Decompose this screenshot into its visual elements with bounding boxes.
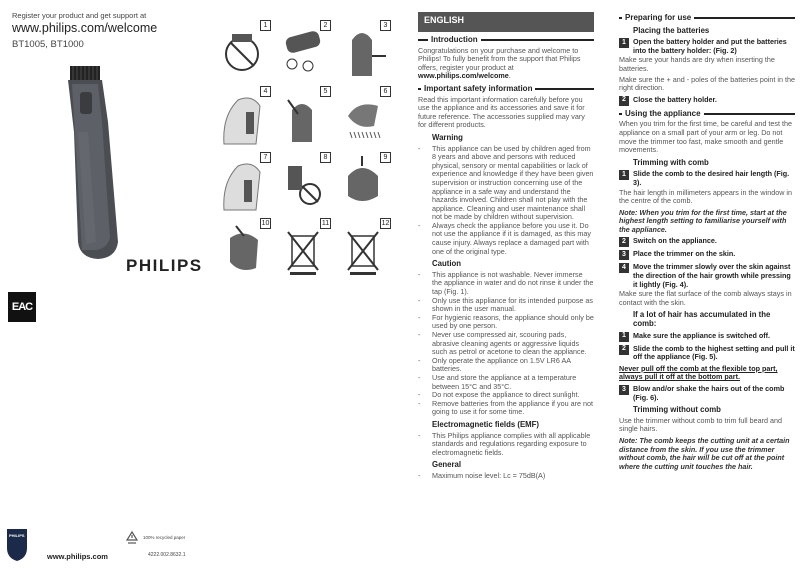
figure-5 xyxy=(278,86,332,148)
recycle-icon xyxy=(123,530,141,548)
caution-list xyxy=(418,271,594,417)
paragraph: Use the trimmer without comb to trim full beard and single hairs. xyxy=(619,415,782,434)
figure-number: 5 xyxy=(320,86,331,97)
general-heading: General xyxy=(432,460,462,470)
step-item: 4 Move the trimmer slowly over the skin against the direction of the hair growth while pressing it lightly (Fig. 4). xyxy=(619,263,795,289)
figure-number: 10 xyxy=(261,220,270,227)
register-text: Register your product and get support at xyxy=(12,11,147,20)
emf-heading: Electromagnetic fields (EMF) xyxy=(432,419,540,429)
step-item: 2 Close the battery holder. xyxy=(619,96,795,106)
note-text: Note: When you trim for the first time, start at the highest length setting to familiarise yourself with the appliance. xyxy=(619,207,787,234)
figure-9 xyxy=(338,152,392,214)
list-item: - Use and store the appliance at a temperature between 15°C and 35°C. xyxy=(418,372,577,391)
prep-heading: Preparing for use xyxy=(619,14,795,23)
figure-4 xyxy=(218,86,272,148)
figure-6 xyxy=(338,86,392,148)
warning-list xyxy=(418,145,594,257)
list-item: - This Philips appliance complies with all applicable standards and regulations regarding exposure to electromagnetic fields. xyxy=(418,430,591,457)
figure-12 xyxy=(338,218,392,280)
figure-number: 3 xyxy=(380,20,391,31)
figure-number: 2 xyxy=(320,20,331,31)
placing-heading: Placing the batteries xyxy=(633,25,710,35)
shield-label: PHILIPS xyxy=(9,533,25,538)
list-item: - Remove batteries from the appliance if you are not going to use it for some time. xyxy=(418,398,594,417)
list-item: - Always check the appliance before you use it. Do not use the appliance if it is damaged, as this may cause injury. Always replace a damaged part with one of the original type. xyxy=(418,220,592,256)
list-item: - Never use compressed air, scouring pads, abrasive cleaning agents or aggressive liquids such as petrol or acetone to clean the appliance. xyxy=(418,330,587,357)
list-item: - Only operate the appliance on 1.5V LR6 AA batteries. xyxy=(418,355,571,374)
step-item: 1 Open the battery holder and put the batteries into the battery holder: (Fig. 2) xyxy=(619,38,795,55)
accum-heading: If a lot of hair has accumulated in the comb: xyxy=(633,310,771,329)
step-item: 1 Slide the comb to the desired hair length (Fig. 3). xyxy=(619,170,795,187)
list-item: - This appliance can be used by children aged from 8 years and above and persons with reduced physical, sensory or mental capabilities or lack of experience and knowledge if they have been given supervision or instruction concerning use of the appliance in a safe way and understand the hazards involved. Children shall not play with the appliance. Cleaning and user maintenance shall not be made by children without supervision. xyxy=(418,143,594,222)
figure-number: 8 xyxy=(320,152,331,163)
step-item: 1 Make sure the appliance is switched off. xyxy=(619,332,795,342)
figure-3 xyxy=(338,20,392,82)
note-text: Note: The comb keeps the cutting unit at a certain distance from the skin. If you use the trimmer without comb, the hair will be cut off at the point where the cutting unit touches the hair. xyxy=(619,435,790,471)
step-item: 3 Blow and/or shake the hairs out of the comb (Fig. 6). xyxy=(619,385,795,402)
list-item: - This appliance is not washable. Never immerse the appliance in water and do not rinse it under the tap (Fig. 1). xyxy=(418,269,594,297)
list-item: - Only use this appliance for its intended purpose as shown in the user manual. xyxy=(418,295,594,314)
figure-10 xyxy=(218,218,272,280)
figure-number: 9 xyxy=(380,152,391,163)
step-item: 2 Slide the comb to the highest setting and pull it off the appliance (Fig. 5). xyxy=(619,345,795,362)
figure-number: 11 xyxy=(321,220,330,227)
language-header: ENGLISH xyxy=(418,12,594,32)
figure-11 xyxy=(278,218,332,280)
eac-mark: EAC xyxy=(8,292,36,322)
warning-heading: Warning xyxy=(432,132,463,142)
document-code: 4222.002.8632.1 xyxy=(148,552,186,558)
trim-without-heading: Trimming without comb xyxy=(633,405,721,415)
bottom-url[interactable]: www.philips.com xyxy=(47,552,108,561)
welcome-url[interactable]: www.philips.com/welcome xyxy=(12,21,158,35)
brand-logo: PHILIPS xyxy=(126,256,203,275)
model-numbers: BT1005, BT1000 xyxy=(12,39,84,50)
english-column xyxy=(418,12,594,481)
paragraph: The hair length in millimeters appears in the window in the centre of the comb. xyxy=(619,187,792,206)
step-item: 2 Switch on the appliance. xyxy=(619,237,795,247)
usage-column xyxy=(619,14,795,474)
paragraph: When you trim for the first time, be careful and test the appliance on a small part of your arm or leg. Do not move the trimmer too fast, make smooth and gentle movements. xyxy=(619,119,792,155)
paragraph: Make sure the flat surface of the comb always stays in contact with the skin. xyxy=(619,289,792,307)
figure-number: 4 xyxy=(260,86,271,97)
list-item: - Do not expose the appliance to direct sunlight. xyxy=(418,390,580,400)
safety-heading: Important safety information xyxy=(418,85,594,94)
figure-7 xyxy=(218,152,272,214)
figure-number: 7 xyxy=(260,152,271,163)
figure-2 xyxy=(278,20,332,82)
recycled-paper-text: 100% recycled paper xyxy=(143,535,186,540)
paragraph: Make sure your hands are dry when inserting the batteries. xyxy=(619,55,775,73)
using-heading: Using the appliance xyxy=(619,110,795,119)
figure-1 xyxy=(218,20,272,82)
trimmer-image xyxy=(58,62,138,262)
intro-heading: Introduction xyxy=(418,36,594,45)
paragraph: Make sure the + and - poles of the batteries point in the right direction. xyxy=(619,74,796,93)
step-item: 3 Place the trimmer on the skin. xyxy=(619,250,795,260)
caution-heading: Caution xyxy=(432,259,462,269)
intro-text: Congratulations on your purchase and welcome to Philips! To fully benefit from the support that Philips offers, register your product at www.philips.com/welcome. xyxy=(418,45,581,81)
safety-text: Read this important information carefully before you use the appliance and its accessories and save it for future reference. The accessories supplied may vary for different products. xyxy=(418,94,585,130)
trim-comb-heading: Trimming with comb xyxy=(633,157,709,167)
underlined-warning: Never pull off the comb at the flexible top part, always pull it off at the bottom part. xyxy=(619,363,778,382)
list-item: - Maximum noise level: Lc = 75dB(A) xyxy=(418,470,546,480)
figure-number: 6 xyxy=(380,86,391,97)
figure-8 xyxy=(278,152,332,214)
figure-number: 1 xyxy=(260,20,271,31)
figure-number: 12 xyxy=(381,220,390,227)
list-item: - For hygienic reasons, the appliance should only be used by one person. xyxy=(418,312,594,331)
